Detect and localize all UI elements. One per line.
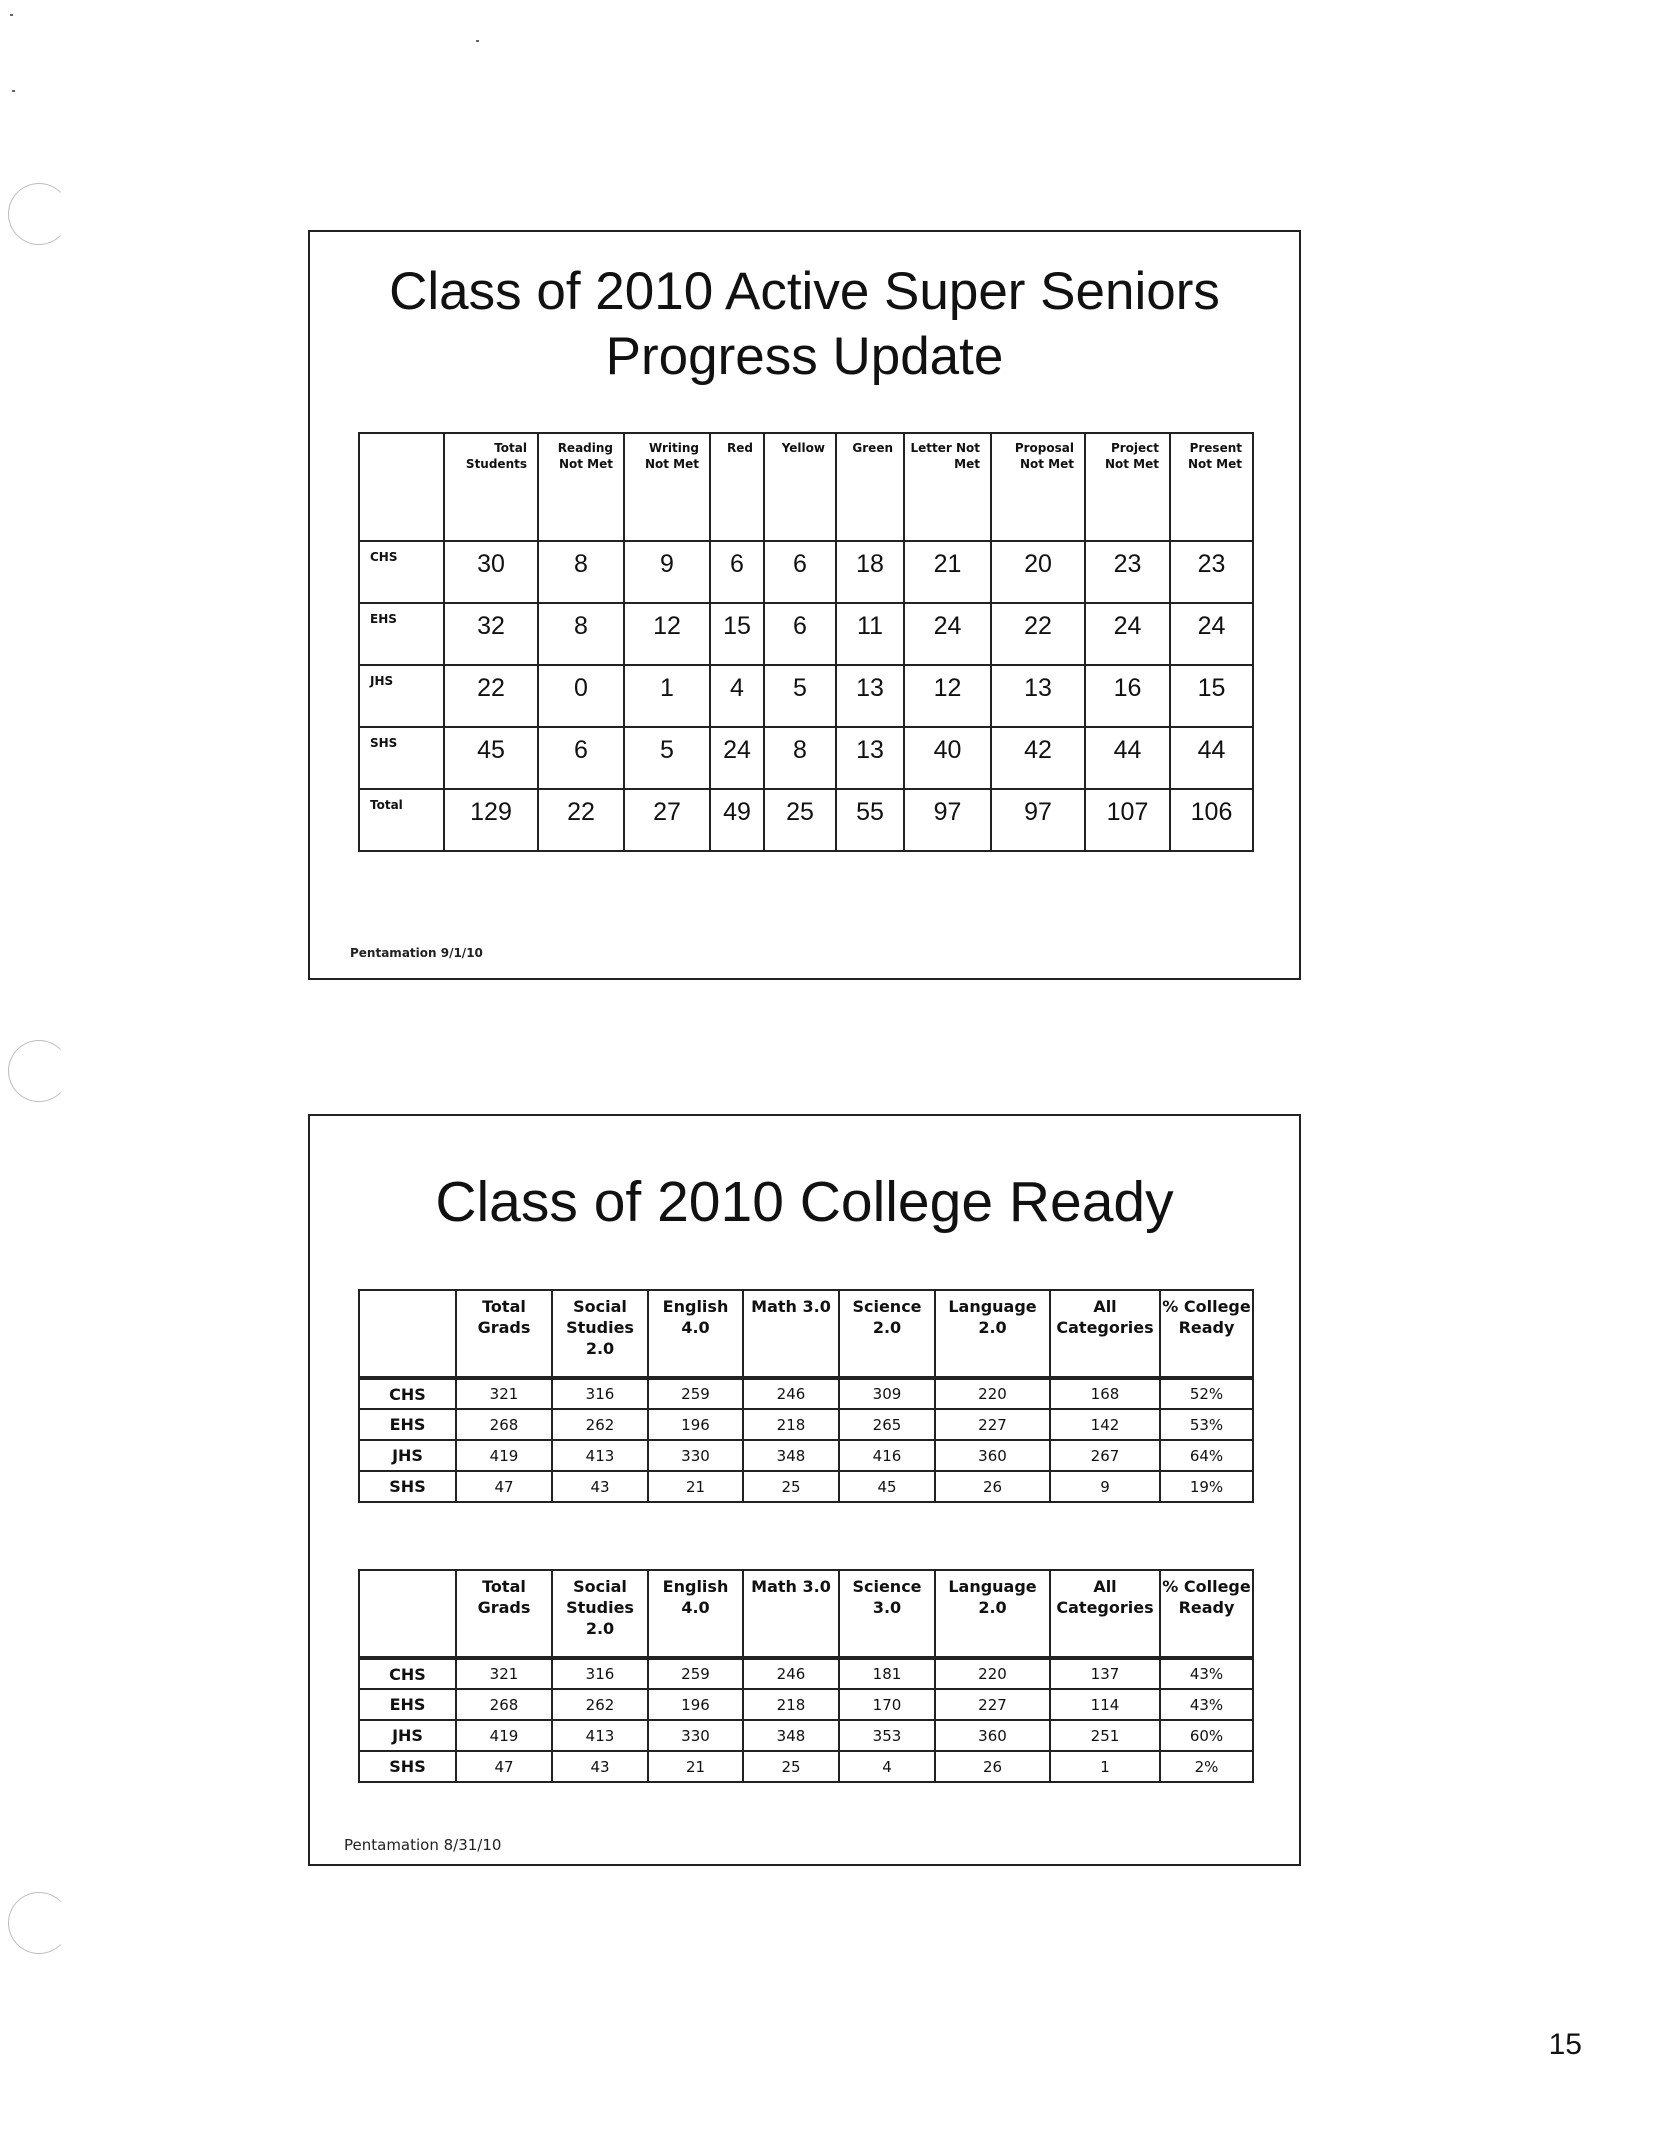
row-label: JHS	[359, 1440, 456, 1471]
table-cell: 60%	[1160, 1720, 1253, 1751]
table-cell: 2%	[1160, 1751, 1253, 1782]
row-label: EHS	[359, 1409, 456, 1440]
table-cell: 8	[764, 727, 836, 789]
table-cell: 16	[1085, 665, 1170, 727]
progress-title-line2: Progress Update	[605, 326, 1004, 386]
progress-slide-footer: Pentamation 9/1/10	[350, 946, 483, 960]
table-cell: 26	[935, 1751, 1050, 1782]
table-cell: 142	[1050, 1409, 1160, 1440]
table-cell: 220	[935, 1658, 1050, 1689]
table-row	[359, 1471, 1253, 1502]
table-cell: 97	[904, 789, 991, 851]
table1-header-cell: Science 2.0	[839, 1290, 935, 1378]
row-label: EHS	[359, 603, 444, 665]
table-cell: 15	[1170, 665, 1253, 727]
scan-speck	[10, 14, 13, 16]
table-cell: 12	[904, 665, 991, 727]
table-cell: 360	[935, 1440, 1050, 1471]
table-cell: 9	[624, 541, 710, 603]
row-label: EHS	[359, 1689, 456, 1720]
table-row	[359, 1658, 1253, 1689]
progress-header-cell: Present Not Met	[1170, 433, 1253, 541]
table-cell: 25	[743, 1471, 839, 1502]
table-cell: 32	[444, 603, 538, 665]
table-cell: 181	[839, 1658, 935, 1689]
table-cell: 49	[710, 789, 764, 851]
table-cell: 22	[444, 665, 538, 727]
table-cell: 218	[743, 1689, 839, 1720]
table-cell: 9	[1050, 1471, 1160, 1502]
table-cell: 64%	[1160, 1440, 1253, 1471]
table-cell: 251	[1050, 1720, 1160, 1751]
table-cell: 246	[743, 1658, 839, 1689]
table-cell: 196	[648, 1689, 743, 1720]
table-cell: 20	[991, 541, 1085, 603]
table-cell: 11	[836, 603, 904, 665]
table-cell: 6	[764, 541, 836, 603]
table-cell: 97	[991, 789, 1085, 851]
table-cell: 24	[1085, 603, 1170, 665]
table-cell: 42	[991, 727, 1085, 789]
table1-header-cell: All Categories	[1050, 1290, 1160, 1378]
table2-header-cell: Language 2.0	[935, 1570, 1050, 1658]
table1-header-cell: Social Studies 2.0	[552, 1290, 648, 1378]
table-cell: 21	[904, 541, 991, 603]
progress-header-cell: Green	[836, 433, 904, 541]
table-cell: 30	[444, 541, 538, 603]
table-cell: 27	[624, 789, 710, 851]
table-cell: 45	[444, 727, 538, 789]
progress-header-cell: Letter Not Met	[904, 433, 991, 541]
table-cell: 196	[648, 1409, 743, 1440]
table-cell: 23	[1085, 541, 1170, 603]
progress-table	[358, 432, 1254, 852]
table-cell: 419	[456, 1720, 552, 1751]
table-cell: 267	[1050, 1440, 1160, 1471]
table2-header-cell: Total Grads	[456, 1570, 552, 1658]
table-cell: 13	[836, 665, 904, 727]
table-row	[359, 1689, 1253, 1720]
table-cell: 268	[456, 1689, 552, 1720]
table-cell: 4	[839, 1751, 935, 1782]
table-cell: 44	[1170, 727, 1253, 789]
table-cell: 268	[456, 1409, 552, 1440]
table-cell: 309	[839, 1378, 935, 1409]
table-cell: 330	[648, 1720, 743, 1751]
table-cell: 24	[904, 603, 991, 665]
table2-header-cell: Math 3.0	[743, 1570, 839, 1658]
progress-slide-title	[310, 260, 1299, 389]
table1-header-cell: English 4.0	[648, 1290, 743, 1378]
table1-header-cell	[359, 1290, 456, 1378]
table2-header-cell: Science 3.0	[839, 1570, 935, 1658]
table1-header-cell: % College Ready	[1160, 1290, 1253, 1378]
table-cell: 21	[648, 1751, 743, 1782]
table-cell: 43	[552, 1471, 648, 1502]
table-cell: 6	[710, 541, 764, 603]
binder-hole-middle	[8, 1040, 70, 1102]
table-cell: 5	[764, 665, 836, 727]
table-cell: 227	[935, 1689, 1050, 1720]
table2-header-cell: % College Ready	[1160, 1570, 1253, 1658]
table-cell: 114	[1050, 1689, 1160, 1720]
table2-header-row	[359, 1570, 1253, 1658]
table-cell: 24	[1170, 603, 1253, 665]
table-cell: 348	[743, 1720, 839, 1751]
table-cell: 129	[444, 789, 538, 851]
table-cell: 413	[552, 1440, 648, 1471]
table-row-total	[359, 789, 1253, 851]
table-cell: 44	[1085, 727, 1170, 789]
row-label: Total	[359, 789, 444, 851]
table-row	[359, 1720, 1253, 1751]
progress-title-line1: Class of 2010 Active Super Seniors	[389, 262, 1220, 321]
row-label: SHS	[359, 1751, 456, 1782]
table-cell: 259	[648, 1658, 743, 1689]
college-ready-title: Class of 2010 College Ready	[435, 1170, 1174, 1234]
table2-header-cell: English 4.0	[648, 1570, 743, 1658]
college-ready-table-1	[358, 1289, 1254, 1503]
row-label: JHS	[359, 1720, 456, 1751]
table-cell: 43%	[1160, 1689, 1253, 1720]
table-cell: 170	[839, 1689, 935, 1720]
table2-header-cell: Social Studies 2.0	[552, 1570, 648, 1658]
college-ready-footer: Pentamation 8/31/10	[344, 1836, 502, 1854]
table-cell: 4	[710, 665, 764, 727]
table-cell: 265	[839, 1409, 935, 1440]
table1-header-cell: Math 3.0	[743, 1290, 839, 1378]
table-cell: 47	[456, 1751, 552, 1782]
progress-slide	[308, 230, 1301, 980]
table-cell: 53%	[1160, 1409, 1253, 1440]
table-row	[359, 603, 1253, 665]
row-label: SHS	[359, 1471, 456, 1502]
table-cell: 353	[839, 1720, 935, 1751]
binder-hole-top	[8, 183, 70, 245]
table-cell: 8	[538, 541, 624, 603]
table-cell: 321	[456, 1658, 552, 1689]
table-cell: 40	[904, 727, 991, 789]
progress-header-cell: Proposal Not Met	[991, 433, 1085, 541]
table-row	[359, 1440, 1253, 1471]
table-cell: 21	[648, 1471, 743, 1502]
table-row	[359, 727, 1253, 789]
table-cell: 26	[935, 1471, 1050, 1502]
table-cell: 13	[836, 727, 904, 789]
table-cell: 25	[764, 789, 836, 851]
table-cell: 1	[624, 665, 710, 727]
table-cell: 220	[935, 1378, 1050, 1409]
row-label: CHS	[359, 541, 444, 603]
row-label: CHS	[359, 1658, 456, 1689]
row-label: SHS	[359, 727, 444, 789]
table-cell: 137	[1050, 1658, 1160, 1689]
progress-header-cell	[359, 433, 444, 541]
progress-header-cell: Yellow	[764, 433, 836, 541]
table1-header-row	[359, 1290, 1253, 1378]
progress-header-row	[359, 433, 1253, 541]
row-label: JHS	[359, 665, 444, 727]
table-cell: 262	[552, 1689, 648, 1720]
table-cell: 316	[552, 1378, 648, 1409]
college-ready-slide	[308, 1114, 1301, 1866]
progress-header-cell: Reading Not Met	[538, 433, 624, 541]
table-cell: 55	[836, 789, 904, 851]
table-cell: 106	[1170, 789, 1253, 851]
table-cell: 316	[552, 1658, 648, 1689]
scan-speck	[12, 90, 15, 92]
table-cell: 19%	[1160, 1471, 1253, 1502]
table-cell: 15	[710, 603, 764, 665]
table-cell: 43	[552, 1751, 648, 1782]
table-cell: 12	[624, 603, 710, 665]
table2-header-cell	[359, 1570, 456, 1658]
table-cell: 22	[991, 603, 1085, 665]
table-cell: 330	[648, 1440, 743, 1471]
table-row	[359, 541, 1253, 603]
table-cell: 168	[1050, 1378, 1160, 1409]
table-cell: 1	[1050, 1751, 1160, 1782]
table-cell: 360	[935, 1720, 1050, 1751]
table-cell: 47	[456, 1471, 552, 1502]
table-row	[359, 1751, 1253, 1782]
college-ready-table-2	[358, 1569, 1254, 1783]
table-cell: 13	[991, 665, 1085, 727]
table1-header-cell: Language 2.0	[935, 1290, 1050, 1378]
table-cell: 18	[836, 541, 904, 603]
table-cell: 107	[1085, 789, 1170, 851]
table-cell: 22	[538, 789, 624, 851]
table-cell: 227	[935, 1409, 1050, 1440]
table-row	[359, 1409, 1253, 1440]
table-cell: 262	[552, 1409, 648, 1440]
table-cell: 419	[456, 1440, 552, 1471]
table-cell: 259	[648, 1378, 743, 1409]
table-cell: 8	[538, 603, 624, 665]
row-label: CHS	[359, 1378, 456, 1409]
table-cell: 348	[743, 1440, 839, 1471]
progress-header-cell: Project Not Met	[1085, 433, 1170, 541]
table-cell: 416	[839, 1440, 935, 1471]
progress-header-cell: Total Students	[444, 433, 538, 541]
table-cell: 246	[743, 1378, 839, 1409]
table-cell: 23	[1170, 541, 1253, 603]
table-cell: 218	[743, 1409, 839, 1440]
table-cell: 43%	[1160, 1658, 1253, 1689]
table1-header-cell: Total Grads	[456, 1290, 552, 1378]
page-number: 15	[1548, 2028, 1582, 2061]
table-cell: 0	[538, 665, 624, 727]
progress-header-cell: Writing Not Met	[624, 433, 710, 541]
table-cell: 321	[456, 1378, 552, 1409]
table-cell: 6	[538, 727, 624, 789]
table2-header-cell: All Categories	[1050, 1570, 1160, 1658]
table-cell: 52%	[1160, 1378, 1253, 1409]
table-cell: 24	[710, 727, 764, 789]
table-cell: 6	[764, 603, 836, 665]
binder-hole-bottom	[8, 1892, 70, 1954]
table-row	[359, 665, 1253, 727]
table-cell: 25	[743, 1751, 839, 1782]
table-cell: 413	[552, 1720, 648, 1751]
table-row	[359, 1378, 1253, 1409]
progress-header-cell: Red	[710, 433, 764, 541]
scan-speck	[476, 40, 479, 42]
table-cell: 45	[839, 1471, 935, 1502]
table-cell: 5	[624, 727, 710, 789]
